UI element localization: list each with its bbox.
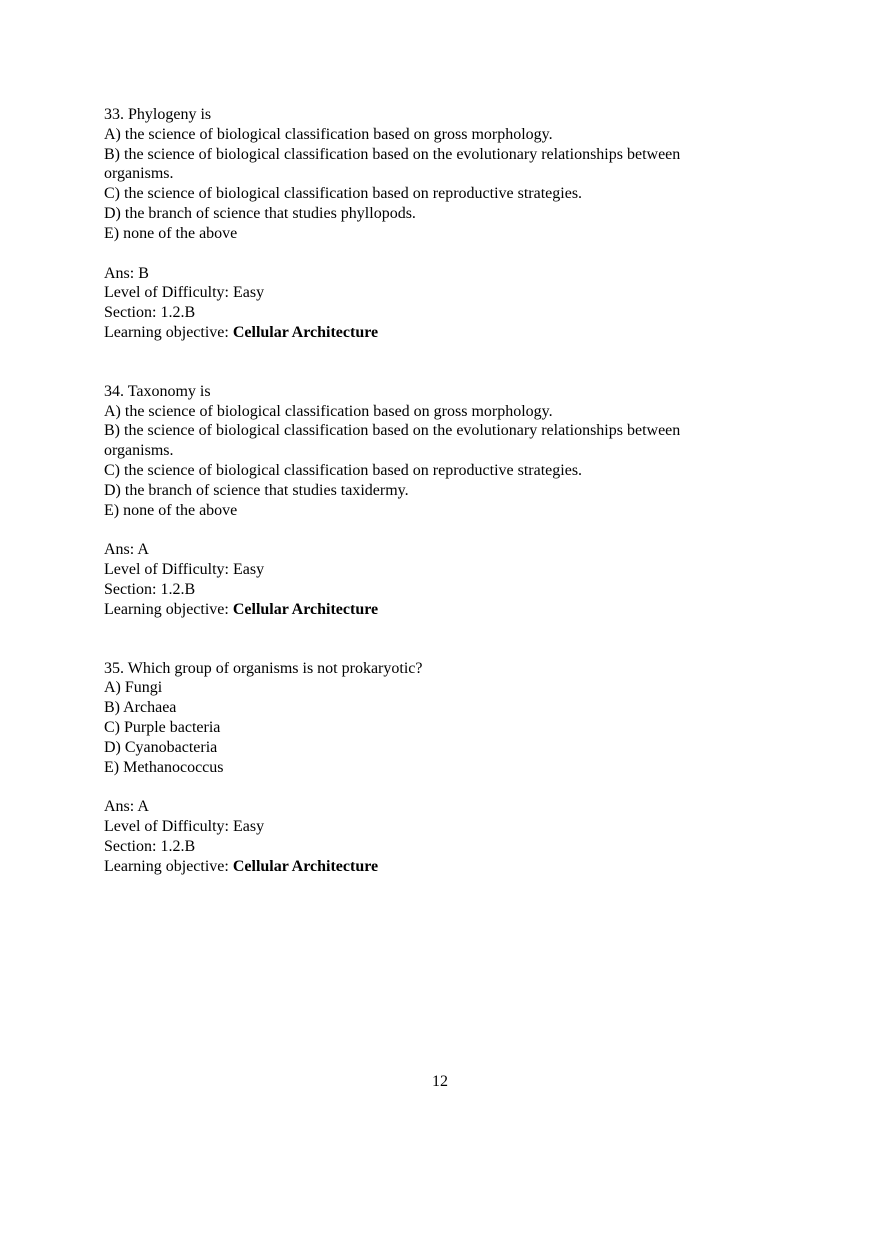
difficulty: Level of Difficulty: Easy: [104, 561, 265, 579]
learning-objective-label: Learning objective:: [104, 323, 233, 341]
learning-objective-value: Cellular Architecture: [232, 857, 379, 875]
answer-metadata: [104, 540, 744, 619]
option-a: A) Fungi: [104, 679, 163, 697]
option-c: C) the science of biological classification based on reproductive strategies.: [104, 185, 583, 203]
question-stem: 34. Taxonomy is: [104, 382, 211, 400]
learning-objective: [104, 323, 744, 343]
section: Section: 1.2.B: [104, 580, 196, 598]
option-e: E) none of the above: [104, 224, 238, 242]
option-c: C) Purple bacteria: [104, 718, 221, 736]
answer-metadata: [104, 797, 744, 876]
option-e: E) Methanococcus: [104, 758, 224, 776]
question-35: [104, 659, 744, 877]
learning-objective: [104, 857, 744, 877]
option-d: D) the branch of science that studies phyllopods.: [104, 204, 416, 222]
section: Section: 1.2.B: [104, 837, 196, 855]
option-d: D) Cyanobacteria: [104, 738, 218, 756]
option-a: A) the science of biological classification based on gross morphology.: [104, 402, 553, 420]
option-b: B) Archaea: [104, 699, 177, 717]
option-a: A) the science of biological classification based on gross morphology.: [104, 125, 553, 143]
page-number: 12: [432, 1073, 448, 1090]
learning-objective-value: Cellular Architecture: [232, 600, 379, 618]
difficulty: Level of Difficulty: Easy: [104, 818, 265, 836]
learning-objective-label: Learning objective:: [104, 600, 233, 618]
question-stem: 35. Which group of organisms is not prokaryotic?: [104, 659, 423, 677]
answer: Ans: A: [104, 798, 149, 816]
option-b: B) the science of biological classification based on the evolutionary relationships between organisms.: [104, 422, 681, 460]
option-c: C) the science of biological classification based on reproductive strategies.: [104, 461, 583, 479]
question-stem: 33. Phylogeny is: [104, 106, 212, 123]
learning-objective-value: Cellular Architecture: [232, 323, 379, 341]
learning-objective: [104, 600, 744, 620]
question-34: [104, 382, 744, 620]
option-e: E) none of the above: [104, 501, 238, 519]
section: Section: 1.2.B: [104, 304, 196, 322]
answer: Ans: A: [104, 541, 149, 559]
difficulty: Level of Difficulty: Easy: [104, 284, 265, 302]
option-b: B) the science of biological classification based on the evolutionary relationships between organisms.: [104, 145, 681, 183]
learning-objective-label: Learning objective:: [104, 857, 233, 875]
option-d: D) the branch of science that studies taxidermy.: [104, 481, 409, 499]
question-33: [104, 105, 744, 343]
answer: Ans: B: [104, 264, 149, 282]
page-content: [104, 105, 744, 877]
answer-metadata: [104, 264, 744, 343]
